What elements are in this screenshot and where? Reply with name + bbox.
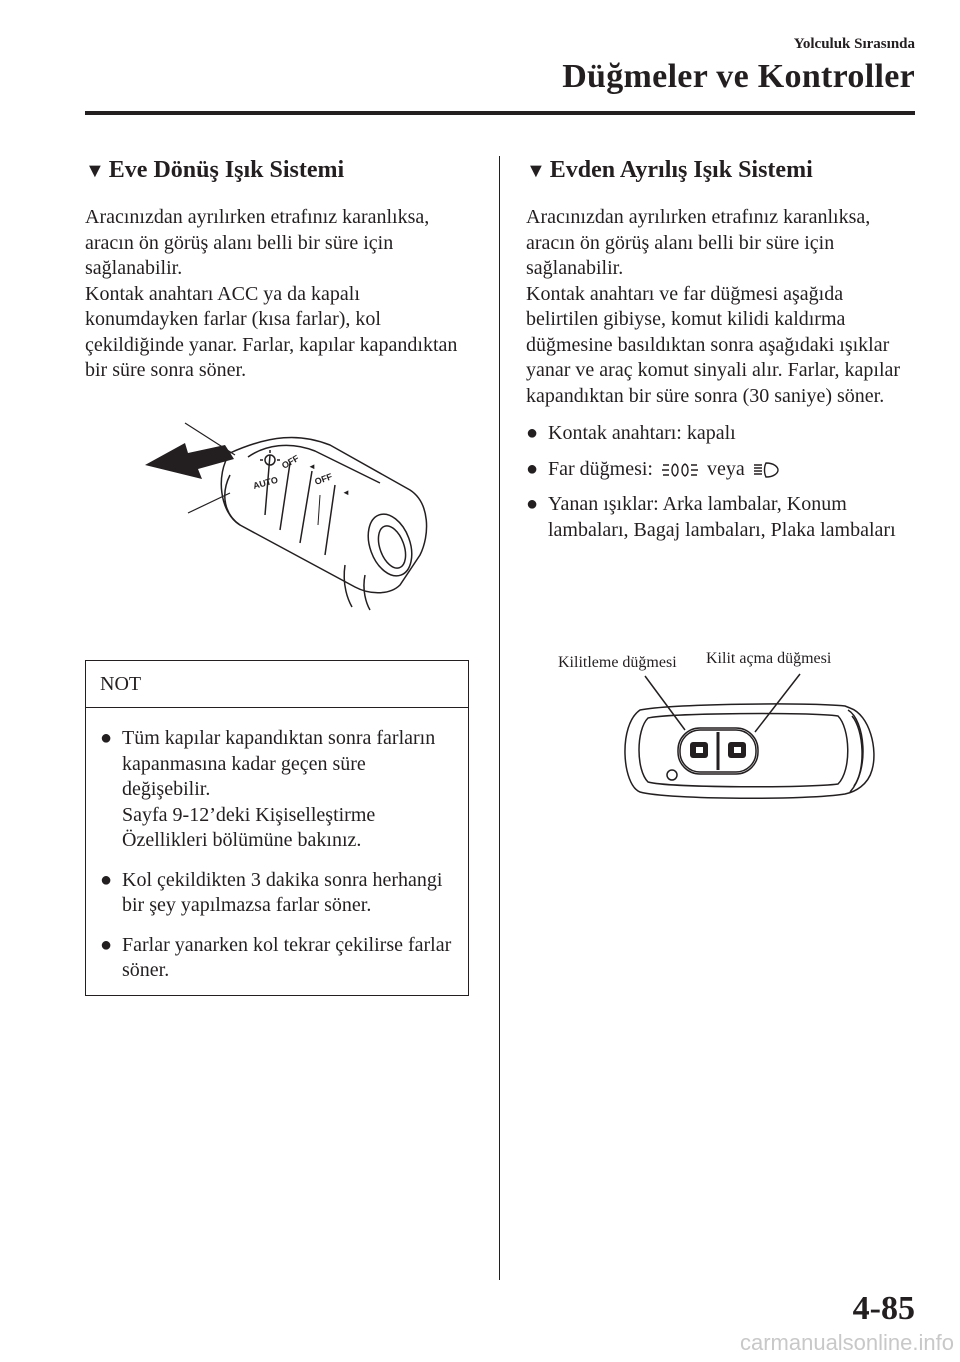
lever-label-auto: AUTO: [251, 474, 279, 491]
arrow-mark-icon: ◄: [342, 488, 350, 497]
note-item: ● Farlar yanarken kol tekrar çekilirse farlar söner.: [100, 933, 454, 984]
watermark: carmanualsonline.info: [739, 1330, 954, 1355]
lever-label-off-1: OFF: [280, 453, 301, 471]
note-item: ● Tüm kapılar kapandıktan sonra farların kapanmasına kadar geçen süre değişebilir. Sayfa 9-12’deki Kişiselleştirme Özellikleri bölümüne bakınız.: [100, 726, 454, 854]
left-column: [85, 156, 473, 384]
bullet-icon: ●: [526, 493, 539, 515]
headlight-icon: [752, 461, 780, 479]
arrow-mark-icon: ◄: [308, 462, 316, 471]
list-item: ● Kontak anahtarı: kapalı: [526, 421, 918, 447]
header-rule: [85, 111, 915, 115]
note-box: [85, 660, 469, 996]
lever-label-off-2: OFF: [313, 471, 334, 487]
bullet-icon: ●: [100, 727, 113, 749]
unlock-icon: [728, 742, 746, 758]
right-column: [526, 156, 918, 543]
bullet-icon: ●: [100, 933, 113, 956]
section-title-right: ▼ Evden Ayrılış Işık Sistemi: [526, 157, 813, 183]
pull-arrow-icon: [145, 443, 234, 479]
headlight-lever-illustration: [130, 415, 440, 615]
page-title: Düğmeler ve Kontroller: [562, 58, 915, 95]
lock-icon: [690, 742, 708, 758]
list-item: ● Yanan ışıklar: Arka lambalar, Konum lambaları, Bagaj lambaları, Plaka lambaları: [526, 492, 918, 543]
right-paragraph: Aracınızdan ayrılırken etrafınız karanlıksa, aracın ön görüş alanı belli bir süre için sağlanabilir. Kontak anahtarı ve far düğmesi aşağıda belirtilen gibiyse, komut kilidi kaldırma düğmesine basıldıktan sonra aşağıdaki ışıklar yanar ve araç komut sinyali alır. Farlar, kapılar kapandıktan bir süre sonra (30 saniye) söner.: [526, 206, 901, 407]
column-divider: [499, 156, 500, 1280]
bullet-icon: ●: [526, 422, 539, 444]
page-number: 4-85: [852, 1290, 915, 1327]
bullet-icon: ●: [526, 457, 539, 480]
left-paragraph: Aracınızdan ayrılırken etrafınız karanlıksa, aracın ön görüş alanı belli bir süre için sağlanabilir. Kontak anahtarı ACC ya da kapalı konumdayken farlar (kısa farlar), kol çekildiğinde yanar. Farlar, kapılar kapandıktan bir süre sonra söner.: [85, 206, 458, 381]
bullet-icon: ●: [100, 868, 113, 891]
key-fob-illustration: [610, 670, 890, 810]
triangle-icon: ▼: [85, 160, 105, 182]
unlock-button-label: Kilit açma düğmesi: [706, 650, 832, 667]
note-item: ● Kol çekildikten 3 dakika sonra herhangi bir şey yapılmazsa farlar söner.: [100, 868, 454, 919]
list-item: ● Far düğmesi: veya: [526, 457, 918, 483]
note-heading: NOT: [86, 661, 468, 708]
section-title-left: ▼ Eve Dönüş Işık Sistemi: [85, 157, 345, 183]
header-subtitle: Yolculuk Sırasında: [793, 36, 915, 52]
triangle-icon: ▼: [526, 160, 546, 182]
parking-light-icon: [660, 461, 700, 479]
lock-button-label: Kilitleme düğmesi: [558, 654, 677, 671]
